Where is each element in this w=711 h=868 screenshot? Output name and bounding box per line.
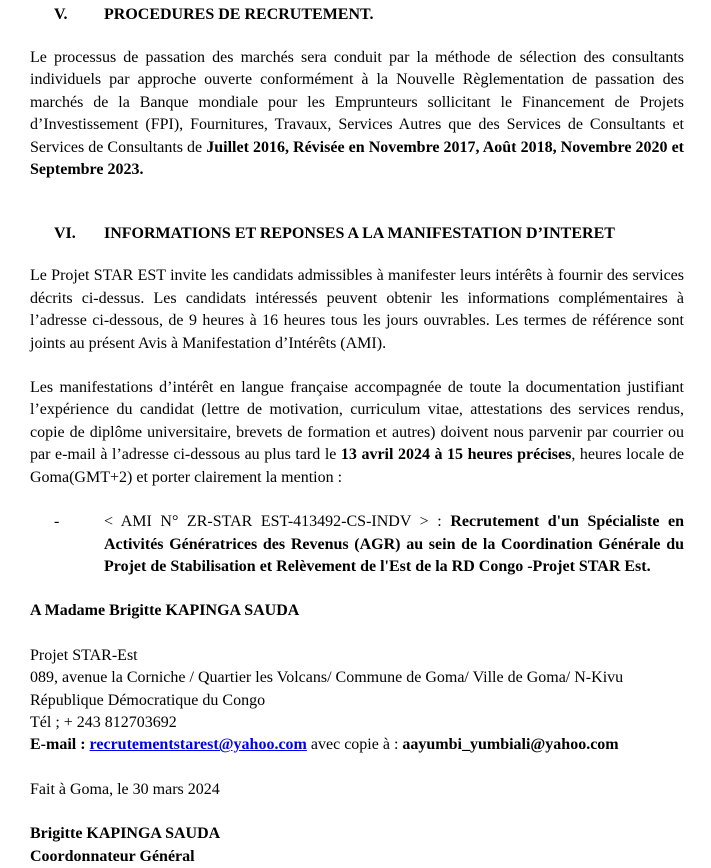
- section-v-body-dates: Juillet 2016, Révisée en Novembre 2017, Août 2018, Novembre 2020 et Septembre 2023.: [30, 138, 684, 179]
- email-primary-link[interactable]: recrutementstarest@yahoo.com: [89, 736, 307, 754]
- section-v-title: PROCEDURES DE RECRUTEMENT.: [104, 6, 374, 23]
- document-page: [30, 4, 684, 868]
- section-vi-paragraph-2: [30, 377, 684, 489]
- bullet-dash: -: [54, 513, 60, 531]
- ami-reference: < AMI N° ZR-STAR EST-413492-CS-INDV > :: [104, 513, 451, 531]
- email-cc-label: avec copie à :: [306, 736, 403, 754]
- section-vi-heading: [30, 223, 684, 245]
- recipient: A Madame Brigitte KAPINGA SAUDA: [30, 602, 300, 620]
- signatory-title: Coordonnateur Général: [30, 847, 195, 865]
- section-v-heading: [30, 4, 684, 26]
- bullet-text: [104, 511, 684, 578]
- address-street: 089, avenue la Corniche / Quartier les Volcans/ Commune de Goma/ Ville de Goma/ N-Kivu: [30, 669, 624, 687]
- ami-reference-bullet: [30, 511, 684, 578]
- section-v-number: V.: [54, 6, 68, 23]
- email-cc: aayumbi_yumbiali@yahoo.com: [402, 736, 619, 754]
- email-label: E-mail :: [30, 736, 90, 754]
- address-email-line: [30, 734, 684, 756]
- address-block: [30, 645, 684, 757]
- paragraph-2-text-end: , heures locale de Goma(GMT+2) et porter clairement la mention :: [30, 446, 684, 486]
- address-org: Projet STAR-Est: [30, 646, 138, 664]
- section-vi-number: VI.: [54, 225, 76, 243]
- section-v-body: [30, 47, 684, 181]
- signatory-name: Brigitte KAPINGA SAUDA: [30, 825, 221, 843]
- place-date: Fait à Goma, le 30 mars 2024: [30, 780, 220, 798]
- section-vi-title: INFORMATIONS ET REPONSES A LA MANIFESTATION D’INTERET: [104, 225, 615, 243]
- section-vi-paragraph-1: Le Projet STAR EST invite les candidats admissibles à manifester leurs intérêts à fournir des services décrits ci-dessus. Les candidats intéressés peuvent obtenir les informations complémentaires à l’adresse ci-dessous, de 9 heures à 16 heures tous les jours ouvrables. Les termes de référence sont joints au présent Avis à Manifestation d’Intérêts (AMI).: [30, 267, 684, 352]
- address-country: République Démocratique du Congo: [30, 691, 266, 709]
- paragraph-2-text: Les manifestations d’intérêt en langue française accompagnée de toute la documentation justifiant l’expérience du candidat (lettre de motivation, curriculum vitae, attestations des services rendus, copie de diplôme universitaire, brevets de formation et autres) doivent nous parvenir par courrier ou par e-mail à l’adresse ci-dessous au plus tard le: [30, 379, 684, 464]
- section-v-body-text: Le processus de passation des marchés sera conduit par la méthode de sélection des consultants individuels par approche ouverte conformément à la Nouvelle Règlementation de passation des marchés de la Banque mondiale pour les Emprunteurs sollicitant le Financement de Projets d’Investissement (FPI), Fournitures, Travaux, Services Autres que des Services de Consultants et Services de Consultants de: [30, 49, 684, 156]
- address-tel: Tél ; + 243 812703692: [30, 713, 177, 731]
- signature-block: [30, 823, 684, 868]
- deadline-date: 13 avril 2024 à 15 heures précises: [340, 446, 572, 464]
- position-title: Recrutement d'un Spécialiste en Activités Génératrices des Revenus (AGR) au sein de la Coordination Générale du Projet de Stabilisation et Relèvement de l'Est de la RD Congo -Projet STAR Est.: [104, 513, 685, 575]
